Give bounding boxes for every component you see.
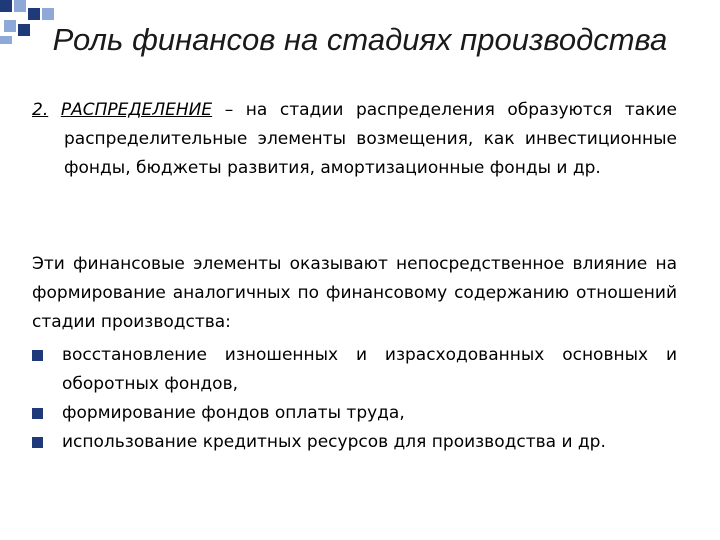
list-item — [32, 399, 677, 428]
corner-square-light — [4, 20, 16, 32]
list-item-text: восстановление изношенных и израсходованных основных и оборотных фондов, — [62, 345, 677, 394]
point-text: – на стадии распределения образуются такие распределительные элементы возмещения, как инвестиционные фонды, бюджеты развития, амортизационные фонды и др. — [64, 100, 678, 178]
corner-square-dark — [28, 8, 40, 20]
corner-square-light — [14, 0, 26, 12]
point-number: 2. — [32, 100, 49, 120]
point-paragraph — [32, 96, 677, 183]
list-item-text: формирование фондов оплаты труда, — [62, 403, 405, 423]
corner-square-dark — [0, 0, 12, 12]
slide-title: Роль финансов на стадиях производства — [52, 22, 668, 57]
square-bullet-icon — [32, 408, 43, 419]
corner-square-light — [0, 36, 12, 44]
list-item — [32, 341, 677, 399]
list-item-text: использование кредитных ресурсов для производства и др. — [62, 432, 606, 452]
square-bullet-icon — [32, 350, 43, 361]
bullet-list — [32, 341, 677, 457]
square-bullet-icon — [32, 437, 43, 448]
point-term: РАСПРЕДЕЛЕНИЕ — [60, 100, 213, 120]
body-paragraph: Эти финансовые элементы оказывают непосредственное влияние на формирование аналогичных по финансовому содержанию отношений стадии производства: — [32, 254, 677, 332]
list-item — [32, 428, 677, 457]
corner-square-dark — [18, 24, 30, 36]
corner-square-light — [42, 8, 54, 20]
